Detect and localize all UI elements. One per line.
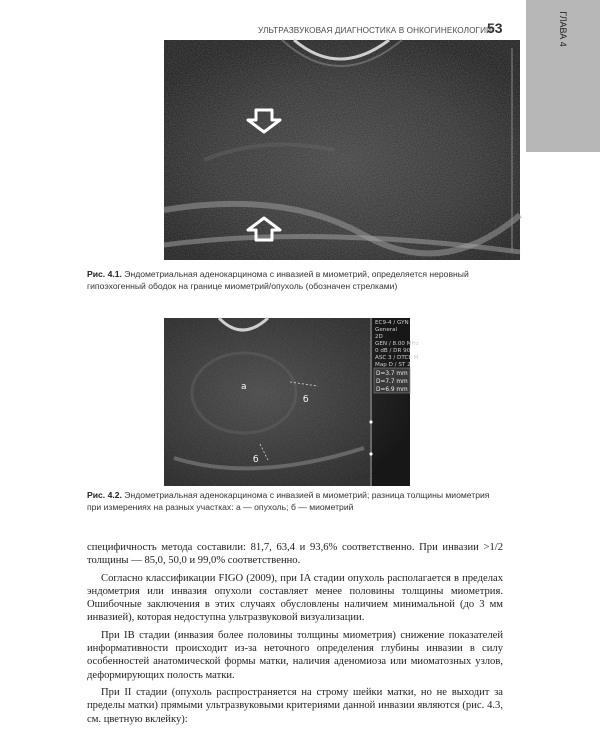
settings-line: General	[375, 327, 398, 333]
measurement-3: D=6.9 mm	[376, 387, 408, 393]
label-b-upper: б	[303, 395, 309, 405]
figure-4-1-label: Рис. 4.1.	[87, 269, 122, 279]
page-number: 53	[487, 20, 503, 36]
settings-line: 2D	[375, 334, 383, 340]
measurement-readouts	[376, 371, 408, 393]
figure-4-2-caption	[87, 490, 501, 513]
settings-line: GEN / 8.00 MHz	[375, 341, 419, 347]
paragraph: При IB стадии (инвазия более половины толщины миометрия) снижение показателей информативности происходит из-за неточного определения глубины инвазии в силу особенностей анатомической формы матки, наличия аденомиоза или миоматозных узлов, деформирующих полость матки.	[87, 629, 503, 681]
paragraph: Согласно классификации FIGO (2009), при IA стадии опухоль располагается в пределах эндометрия или инвазия опухоли составляет менее половины толщины миометрия. Ошибочные заключения в этих случаях обусловлены наличием минимальной (до 3 мм инвазией), которая недоступна ультразвуковой визуализации.	[87, 572, 503, 624]
scale-dot	[369, 452, 372, 455]
label-a: а	[241, 382, 247, 392]
ultrasound-fig-4-1-svg	[164, 40, 520, 260]
settings-panel	[375, 320, 419, 368]
paragraph: При II стадии (опухоль распространяется на строму шейки матки, но не выходит за пределы матки) прямыми ультразвуковыми критериями данной инвазии являются (рис. 4.3, см. цветную вклейку):	[87, 686, 503, 725]
ultrasound-image-fig-4-2	[164, 318, 419, 486]
settings-line: EC9-4 / GYN	[375, 320, 409, 326]
paragraph: специфичность метода составили: 81,7, 63,4 и 93,6% соответственно. При инвазии >1/2 толщины — 85,0, 50,0 и 99,0% соответственно.	[87, 542, 503, 567]
ultrasound-image-fig-4-1	[164, 40, 520, 260]
body-text	[87, 541, 503, 726]
figure-4-1-caption	[87, 269, 501, 292]
measurement-1: D=3.7 mm	[376, 371, 408, 377]
figure-4-2-caption-text: Эндометриальная аденокарцинома с инвазией в миометрий; разница толщины миометрия при измерениях на разных участках: а — опухоль; б — миометрий	[87, 490, 490, 512]
measurement-2: D=7.7 mm	[376, 379, 408, 385]
figure-4-2-label: Рис. 4.2.	[87, 490, 122, 500]
settings-line: Map D / ST 2	[375, 362, 411, 368]
chapter-tab-label: ГЛАВА 4	[558, 11, 568, 47]
scale-dot	[369, 420, 372, 423]
figure-4-1-caption-text: Эндометриальная аденокарцинома с инвазией в миометрий, определяется неровный гипоэхогенный ободок на границе миометрий/опухоль (обозначен стрелками)	[87, 269, 469, 291]
chapter-tab	[526, 0, 600, 152]
label-b-lower: б	[253, 455, 259, 465]
settings-line: ASC 3 / DTCE M	[375, 355, 419, 361]
running-title: УЛЬТРАЗВУКОВАЯ ДИАГНОСТИКА В ОНКОГИНЕКОЛОГИИ	[258, 26, 493, 35]
settings-line: 0 dB / DR 90	[375, 348, 411, 354]
ultrasound2-speckle	[164, 318, 372, 486]
ultrasound-fig-4-2-svg	[164, 318, 419, 486]
